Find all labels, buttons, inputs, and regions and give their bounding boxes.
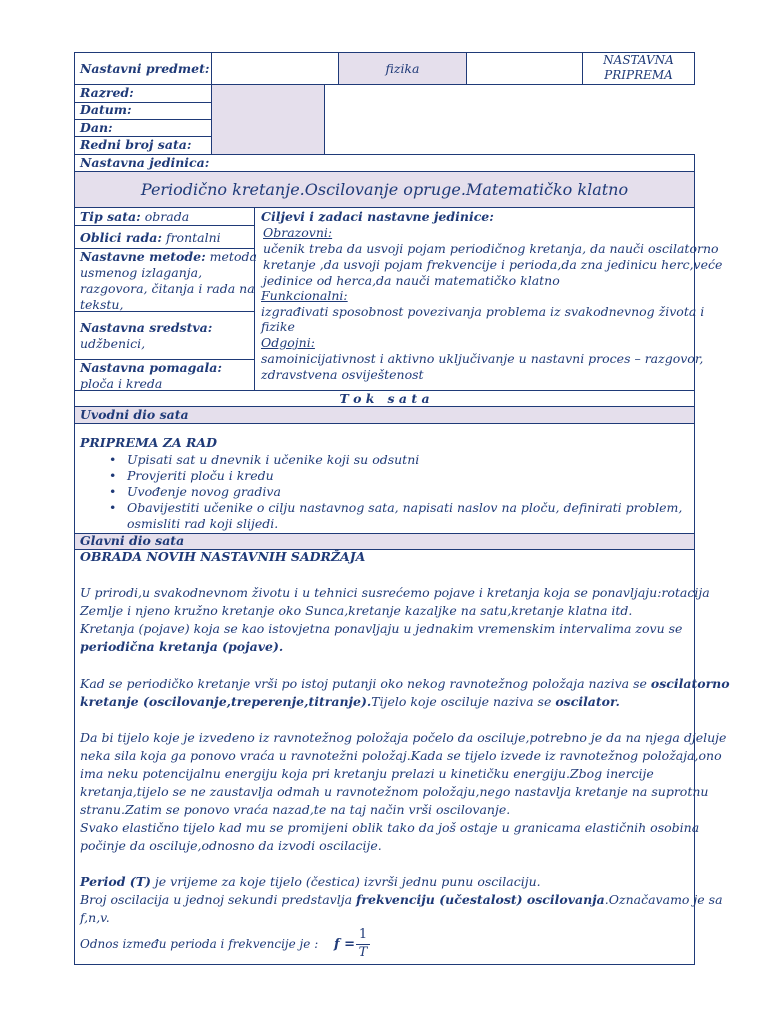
info-shaded-block (211, 84, 325, 155)
p4-line2-text-end: .Označavamo je sa (604, 892, 723, 907)
flow-heading: T o k s a t a (339, 391, 430, 406)
p3-line2: neka sila koja ga ponovo vraća u ravnotežni položaj.Kada se tijelo izvede iz ravnotežnog položaja,ono (80, 748, 722, 763)
p1-line1: U prirodi,u svakodnevnom životu i u tehnici susrećemo pojave i kretanja koja se ponavljaju:rotacija (80, 585, 710, 600)
prep-item: • Uvođenje novog gradiva (105, 484, 682, 500)
methods-row-1 (80, 249, 257, 265)
prep-item: • Obavijestiti učenike o cilju nastavnog sata, napisati naslov na ploču, definirati problem, (105, 500, 682, 516)
prep-list (105, 452, 682, 516)
subject-label: Nastavni predmet: (80, 61, 210, 76)
grade-label: Razred: (80, 85, 134, 100)
type-row (80, 209, 189, 225)
p2-line1 (80, 675, 730, 693)
day-label: Dan: (80, 120, 113, 135)
paragraph-4 (80, 873, 723, 927)
p3-line4: kretanja,tijelo se ne zaustavlja odmah u ravnotežnom položaju,nego nastavlja kretanje na suprotnu (80, 784, 709, 799)
upbr-label: Odgojni: (261, 335, 315, 350)
p2-line2-bold-end: oscilator. (555, 694, 620, 709)
p4-line1-text: je vrijeme za koje tijelo (čestica) izvrši jednu punu oscilaciju. (150, 874, 541, 889)
p2-line2-bold: kretanje (oscilovanje,treperenje,titranje). (80, 694, 372, 709)
p4-line1 (80, 873, 690, 891)
date-label: Datum: (80, 102, 132, 117)
func-line1: izgrađivati sposobnost povezivanja problema iz svakodnevnog života i (261, 304, 705, 319)
lesson-title: Periodično kretanje.Oscilovanje opruge.Matematičko klatno (140, 180, 629, 199)
formula-numerator: 1 (358, 927, 368, 942)
p2-line1-bold: oscilatorno (650, 676, 730, 691)
p4-line3: f,n,v. (80, 910, 110, 925)
means-value: udžbenici, (80, 336, 146, 351)
formula-lead: Odnos između perioda i frekvencije je : (80, 937, 319, 951)
upbr-line1: samoinicijativnost i aktivno uključivanje u nastavni proces – razgovor, (261, 351, 704, 366)
goals-heading: Ciljevi i zadaci nastavne jedinice: (261, 209, 494, 224)
lesson-no-label: Redni broj sata: (80, 137, 192, 152)
func-label: Funkcionalni: (261, 288, 348, 303)
edu-line2: kretanje ,da usvoji pojam frekvencije i perioda,da zna jedinicu herc,veće (263, 257, 723, 272)
paragraph-2 (80, 675, 730, 711)
main-label: Glavni dio sata (80, 533, 185, 548)
paragraph-3 (80, 729, 727, 855)
aids-label: Nastavna pomagala: (80, 360, 222, 375)
formula-denominator: T (358, 945, 368, 960)
edu-label: Obrazovni: (263, 225, 333, 240)
edu-line1: učenik treba da usvoji pojam periodičnog kretanja, da nauči oscilatorno (263, 241, 719, 256)
p1-line3: Kretanja (pojave) koja se kao istovjetna ponavljaju u jednakim vremenskim intervalima zovu se (80, 621, 683, 636)
type-value: obrada (140, 209, 190, 224)
prep-item: • Provjeriti ploču i kredu (105, 468, 682, 484)
p2-line2 (80, 693, 690, 711)
prep-heading: PRIPREMA ZA RAD (80, 435, 217, 450)
p2-line1-text: Kad se periodičko kretanje vrši po istoj putanji oko nekog ravnotežnog položaja naziva se (80, 676, 651, 691)
p4-line2 (80, 891, 723, 909)
p1-line2: Zemlje i njeno kružno kretanje oko Sunca,kretanje kazaljke na satu,kretanje klatna itd. (80, 603, 633, 618)
forms-value: frontalni (161, 230, 221, 245)
p4-line1-bold: Period (T) (80, 874, 151, 889)
p3-line7: počinje da osciluje,odnosno da izvodi oscilacije. (80, 838, 382, 853)
subject-value: fizika (385, 61, 420, 76)
intro-label: Uvodni dio sata (80, 407, 189, 422)
aids-value: ploča i kreda (80, 376, 163, 391)
forms-row (80, 230, 221, 246)
header-cell-empty-2 (466, 52, 583, 85)
edu-line3: jedinice od herca,da nauči matematičko klatno (263, 273, 560, 288)
methods-line2: usmenog izlaganja, (80, 265, 203, 280)
doc-type-line1: NASTAVNA (603, 53, 674, 67)
means-label: Nastavna sredstva: (80, 320, 213, 335)
upbr-line2: zdravstvena osviještenost (261, 367, 424, 382)
p4-line2-bold: frekvenciju (učestalost) oscilovanja (356, 892, 605, 907)
methods-line1: metoda (205, 249, 257, 264)
prep-item: • Upisati sat u dnevnik i učenike koji su odsutni (105, 452, 682, 468)
p2-line2-text: Tijelo koje osciluje naziva se (371, 694, 556, 709)
main-heading: OBRADA NOVIH NASTAVNIH SADRŽAJA (80, 549, 366, 564)
methods-label: Nastavne metode: (80, 249, 206, 264)
prep-item-cont: osmisliti rad koji slijedi. (127, 516, 279, 531)
p3-line3: ima neku potencijalnu energiju koja pri kretanju prelazi u kinetičku energiju.Zbog inercije (80, 766, 654, 781)
forms-label: Oblici rada: (80, 230, 162, 245)
paragraph-1 (80, 584, 710, 656)
p1-line4: periodična kretanja (pojave). (80, 639, 284, 654)
header-cell-empty-1 (211, 52, 339, 85)
p3-line5: stranu.Zatim se ponovo vraća nazad,te na taj način vrši oscilovanje. (80, 802, 511, 817)
formula-lhs: f = (334, 937, 356, 952)
methods-line4: tekstu, (80, 297, 124, 312)
func-line2: fizike (261, 319, 295, 334)
unit-label: Nastavna jedinica: (80, 155, 210, 170)
p3-line1: Da bi tijelo koje je izvedeno iz ravnotežnog položaja počelo da osciluje,potrebno je da na njega djeluje (80, 730, 727, 745)
p3-line6: Svako elastično tijelo kad mu se promijeni oblik tako da još ostaje u granicama elastičnih osobina (80, 820, 700, 835)
type-label: Tip sata: (80, 209, 141, 224)
methods-line3: razgovora, čitanja i rada na (80, 281, 255, 296)
p4-line2-text: Broj oscilacija u jednoj sekundi predstavlja (80, 892, 357, 907)
doc-type-line2: PRIPREMA (604, 68, 673, 82)
